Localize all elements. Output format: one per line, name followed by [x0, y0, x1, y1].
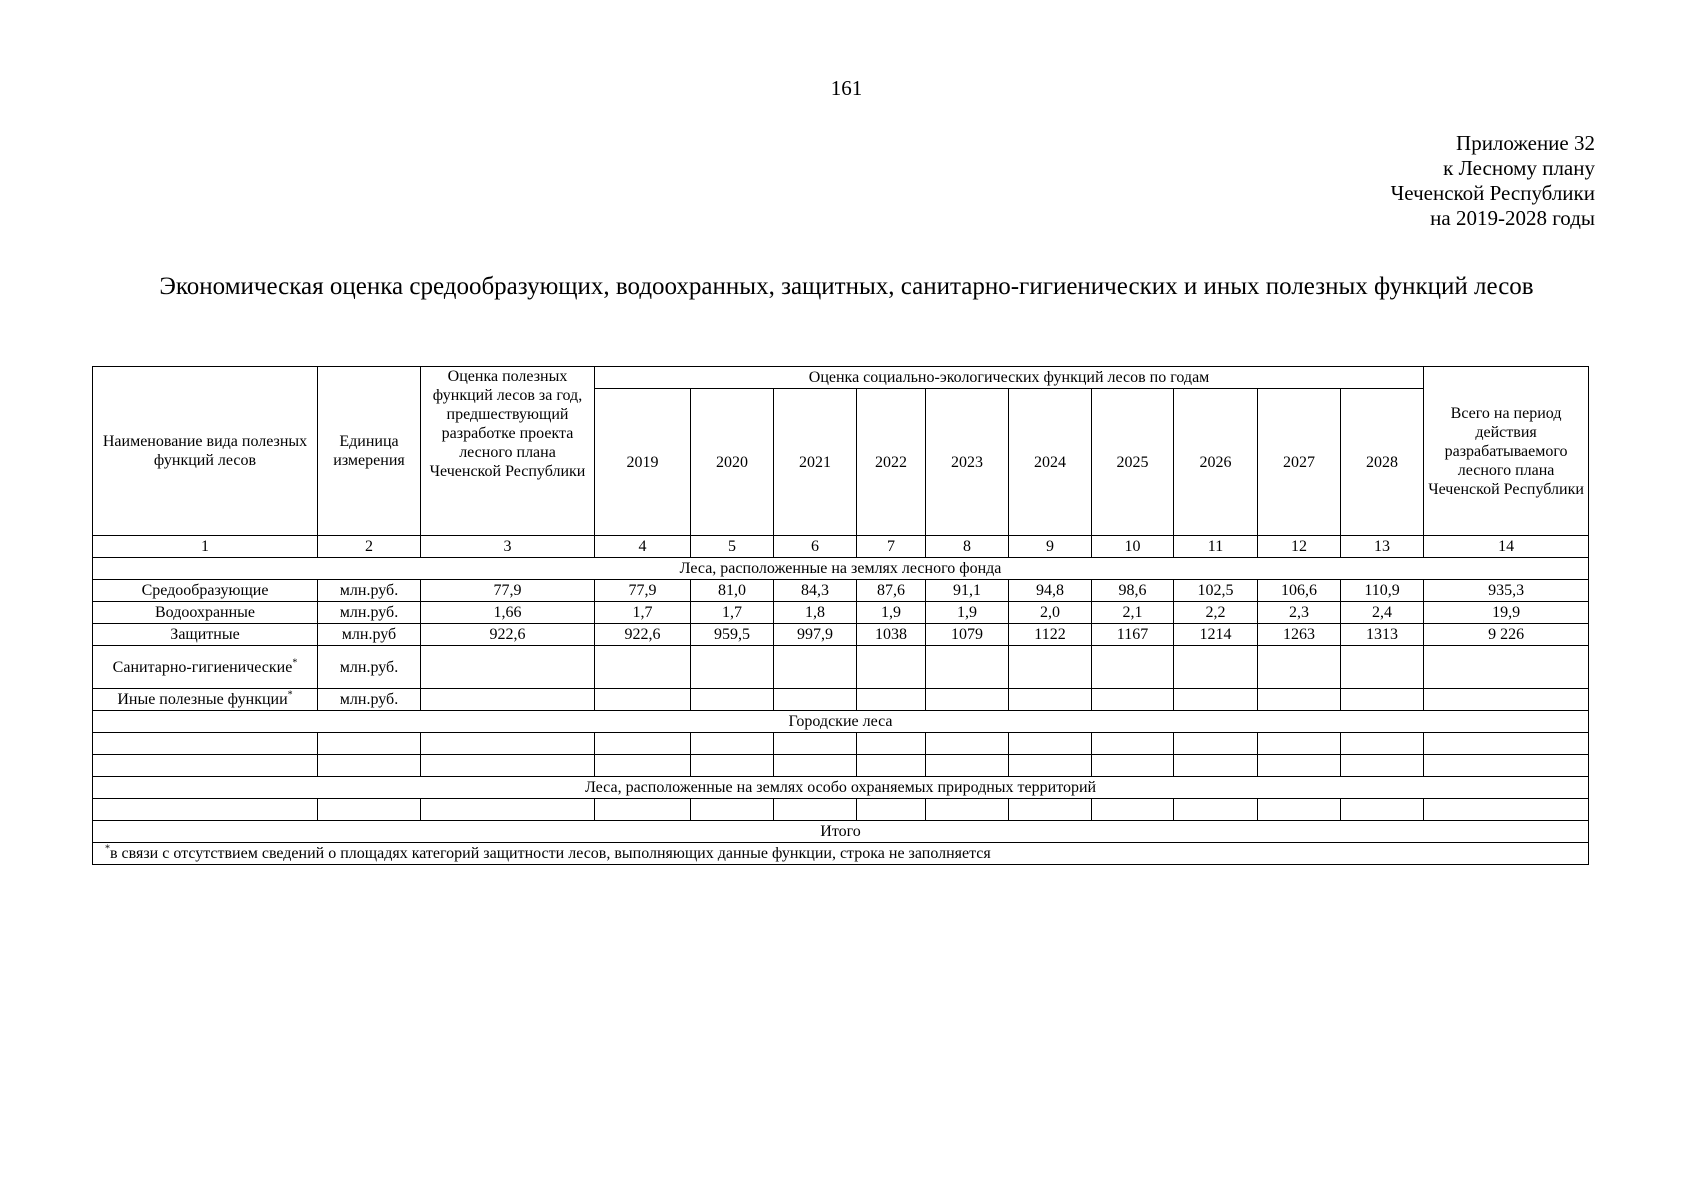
- row-name: Средообразующие: [93, 580, 318, 602]
- section-urban-forests: Городские леса: [93, 711, 1589, 733]
- row-value: 2,1: [1092, 602, 1174, 624]
- row-value: 2,3: [1258, 602, 1341, 624]
- empty-cell: [1009, 689, 1092, 711]
- table-row: [93, 689, 1589, 711]
- row-name: [93, 689, 318, 711]
- footnote-marker: *: [292, 657, 298, 669]
- row-value: 2,4: [1341, 602, 1424, 624]
- row-value: 1,7: [691, 602, 774, 624]
- empty-cell: [857, 755, 926, 777]
- empty-cell: [1424, 755, 1589, 777]
- row-value: 2,2: [1174, 602, 1258, 624]
- row-value: 1263: [1258, 624, 1341, 646]
- row-value: 922,6: [421, 624, 595, 646]
- empty-cell: [691, 646, 774, 689]
- header-unit: Единица измерения: [318, 367, 421, 536]
- row-value: 1,8: [774, 602, 857, 624]
- row-name: Водоохранные: [93, 602, 318, 624]
- column-number: 12: [1258, 536, 1341, 558]
- row-value: 1,9: [926, 602, 1009, 624]
- footnote-marker: *: [287, 689, 293, 701]
- table-row: [93, 580, 1589, 602]
- empty-cell: [691, 733, 774, 755]
- document-title: Экономическая оценка средообразующих, водоохранных, защитных, санитарно-гигиенических и иных полезных функций лесов: [159, 273, 1534, 300]
- header-prev-year: Оценка полезных функций лесов за год, предшествующий разработке проекта лесного плана Чеченской Республики: [421, 367, 595, 536]
- empty-cell: [1341, 689, 1424, 711]
- empty-cell: [93, 755, 318, 777]
- appendix-line-4: на 2019-2028 годы: [1430, 206, 1595, 230]
- empty-cell: [1424, 733, 1589, 755]
- appendix-line-3: Чеченской Республики: [1390, 181, 1595, 205]
- row-value: 997,9: [774, 624, 857, 646]
- column-number: 6: [774, 536, 857, 558]
- empty-cell: [1424, 799, 1589, 821]
- row-unit: млн.руб: [318, 624, 421, 646]
- empty-cell: [421, 733, 595, 755]
- empty-cell: [1174, 646, 1258, 689]
- column-number: 5: [691, 536, 774, 558]
- empty-cell: [926, 733, 1009, 755]
- section-protected-areas: Леса, расположенные на землях особо охраняемых природных территорий: [93, 777, 1589, 799]
- empty-cell: [691, 755, 774, 777]
- empty-cell: [421, 799, 595, 821]
- empty-cell: [1092, 646, 1174, 689]
- row-value: 77,9: [595, 580, 691, 602]
- empty-cell: [1258, 755, 1341, 777]
- header-year: 2028: [1341, 389, 1424, 536]
- empty-cell: [1258, 646, 1341, 689]
- empty-cell: [595, 646, 691, 689]
- empty-cell: [926, 646, 1009, 689]
- row-value: 1,7: [595, 602, 691, 624]
- row-value: 84,3: [774, 580, 857, 602]
- empty-cell: [1092, 733, 1174, 755]
- column-number: 14: [1424, 536, 1589, 558]
- empty-cell: [691, 689, 774, 711]
- empty-cell: [318, 733, 421, 755]
- row-value: 959,5: [691, 624, 774, 646]
- empty-cell: [93, 733, 318, 755]
- column-number: 2: [318, 536, 421, 558]
- header-year: 2024: [1009, 389, 1092, 536]
- column-number: 1: [93, 536, 318, 558]
- column-number: 13: [1341, 536, 1424, 558]
- appendix-line-1: Приложение 32: [1456, 131, 1595, 155]
- empty-cell: [318, 799, 421, 821]
- empty-cell: [595, 689, 691, 711]
- empty-cell: [1258, 733, 1341, 755]
- footnote-text: в связи с отсутствием сведений о площадях категорий защитности лесов, выполняющих данные функции, строка не заполняется: [110, 845, 991, 862]
- empty-cell: [774, 689, 857, 711]
- empty-row: [93, 733, 1589, 755]
- header-year: 2019: [595, 389, 691, 536]
- row-value: 19,9: [1424, 602, 1589, 624]
- empty-cell: [1258, 799, 1341, 821]
- row-value: 1313: [1341, 624, 1424, 646]
- header-year: 2021: [774, 389, 857, 536]
- header-year: 2026: [1174, 389, 1258, 536]
- empty-cell: [421, 755, 595, 777]
- empty-cell: [1341, 733, 1424, 755]
- empty-cell: [1174, 799, 1258, 821]
- empty-cell: [774, 646, 857, 689]
- footnote-marker: *: [105, 843, 110, 855]
- forest-functions-table: [92, 366, 1589, 865]
- footnote: [93, 843, 1589, 865]
- row-value: 106,6: [1258, 580, 1341, 602]
- row-unit: млн.руб.: [318, 646, 421, 689]
- empty-cell: [857, 646, 926, 689]
- empty-cell: [774, 733, 857, 755]
- empty-cell: [1424, 689, 1589, 711]
- header-year: 2022: [857, 389, 926, 536]
- header-name: Наименование вида полезных функций лесов: [93, 367, 318, 536]
- row-value: 87,6: [857, 580, 926, 602]
- page-number: 161: [830, 76, 863, 100]
- empty-cell: [1258, 689, 1341, 711]
- header-total: Всего на период действия разрабатываемого лесного плана Чеченской Республики: [1424, 367, 1589, 536]
- row-value: 102,5: [1174, 580, 1258, 602]
- table-row: [93, 602, 1589, 624]
- row-value: 94,8: [1009, 580, 1092, 602]
- table-row: [93, 624, 1589, 646]
- empty-cell: [1009, 646, 1092, 689]
- section-forest-fund: Леса, расположенные на землях лесного фонда: [93, 558, 1589, 580]
- empty-cell: [1341, 799, 1424, 821]
- row-value: 1,9: [857, 602, 926, 624]
- column-number: 9: [1009, 536, 1092, 558]
- empty-cell: [1424, 646, 1589, 689]
- row-value: 9 226: [1424, 624, 1589, 646]
- row-value: 1038: [857, 624, 926, 646]
- empty-cell: [1092, 799, 1174, 821]
- empty-cell: [774, 755, 857, 777]
- column-number: 3: [421, 536, 595, 558]
- empty-cell: [691, 799, 774, 821]
- empty-cell: [1341, 646, 1424, 689]
- table-row: [93, 646, 1589, 689]
- row-value: 922,6: [595, 624, 691, 646]
- empty-cell: [421, 646, 595, 689]
- empty-cell: [1009, 755, 1092, 777]
- column-number: 8: [926, 536, 1009, 558]
- empty-cell: [1174, 733, 1258, 755]
- column-number: 4: [595, 536, 691, 558]
- column-number: 10: [1092, 536, 1174, 558]
- empty-cell: [1009, 799, 1092, 821]
- row-value: 935,3: [1424, 580, 1589, 602]
- header-year: 2023: [926, 389, 1009, 536]
- empty-cell: [1174, 689, 1258, 711]
- empty-row: [93, 799, 1589, 821]
- row-value: 1122: [1009, 624, 1092, 646]
- empty-cell: [595, 733, 691, 755]
- row-value: 1167: [1092, 624, 1174, 646]
- empty-cell: [93, 799, 318, 821]
- appendix-line-2: к Лесному плану: [1443, 156, 1595, 180]
- row-name-text: Санитарно-гигиенические: [112, 658, 293, 676]
- appendix-note: [1391, 131, 1595, 231]
- empty-cell: [1174, 755, 1258, 777]
- row-value: 98,6: [1092, 580, 1174, 602]
- header-year: 2025: [1092, 389, 1174, 536]
- empty-cell: [421, 689, 595, 711]
- row-value: 2,0: [1009, 602, 1092, 624]
- row-value: 1079: [926, 624, 1009, 646]
- row-unit: млн.руб.: [318, 602, 421, 624]
- row-unit: млн.руб.: [318, 580, 421, 602]
- empty-cell: [595, 755, 691, 777]
- empty-cell: [774, 799, 857, 821]
- empty-cell: [1092, 755, 1174, 777]
- empty-cell: [926, 799, 1009, 821]
- row-value: 1214: [1174, 624, 1258, 646]
- row-name-text: Иные полезные функции: [117, 691, 288, 708]
- row-unit: млн.руб.: [318, 689, 421, 711]
- row-value: 110,9: [1341, 580, 1424, 602]
- row-name: [93, 646, 318, 689]
- empty-cell: [595, 799, 691, 821]
- empty-cell: [857, 689, 926, 711]
- total-row: Итого: [93, 821, 1589, 843]
- empty-cell: [1341, 755, 1424, 777]
- header-year: 2027: [1258, 389, 1341, 536]
- empty-cell: [926, 689, 1009, 711]
- empty-cell: [318, 755, 421, 777]
- empty-cell: [926, 755, 1009, 777]
- column-number: 7: [857, 536, 926, 558]
- empty-cell: [1092, 689, 1174, 711]
- header-year: 2020: [691, 389, 774, 536]
- row-name: Защитные: [93, 624, 318, 646]
- row-value: 77,9: [421, 580, 595, 602]
- empty-row: [93, 755, 1589, 777]
- row-value: 81,0: [691, 580, 774, 602]
- empty-cell: [1009, 733, 1092, 755]
- empty-cell: [857, 799, 926, 821]
- column-number: 11: [1174, 536, 1258, 558]
- empty-cell: [857, 733, 926, 755]
- row-value: 1,66: [421, 602, 595, 624]
- row-value: 91,1: [926, 580, 1009, 602]
- header-years-group: Оценка социально-экологических функций лесов по годам: [595, 367, 1424, 389]
